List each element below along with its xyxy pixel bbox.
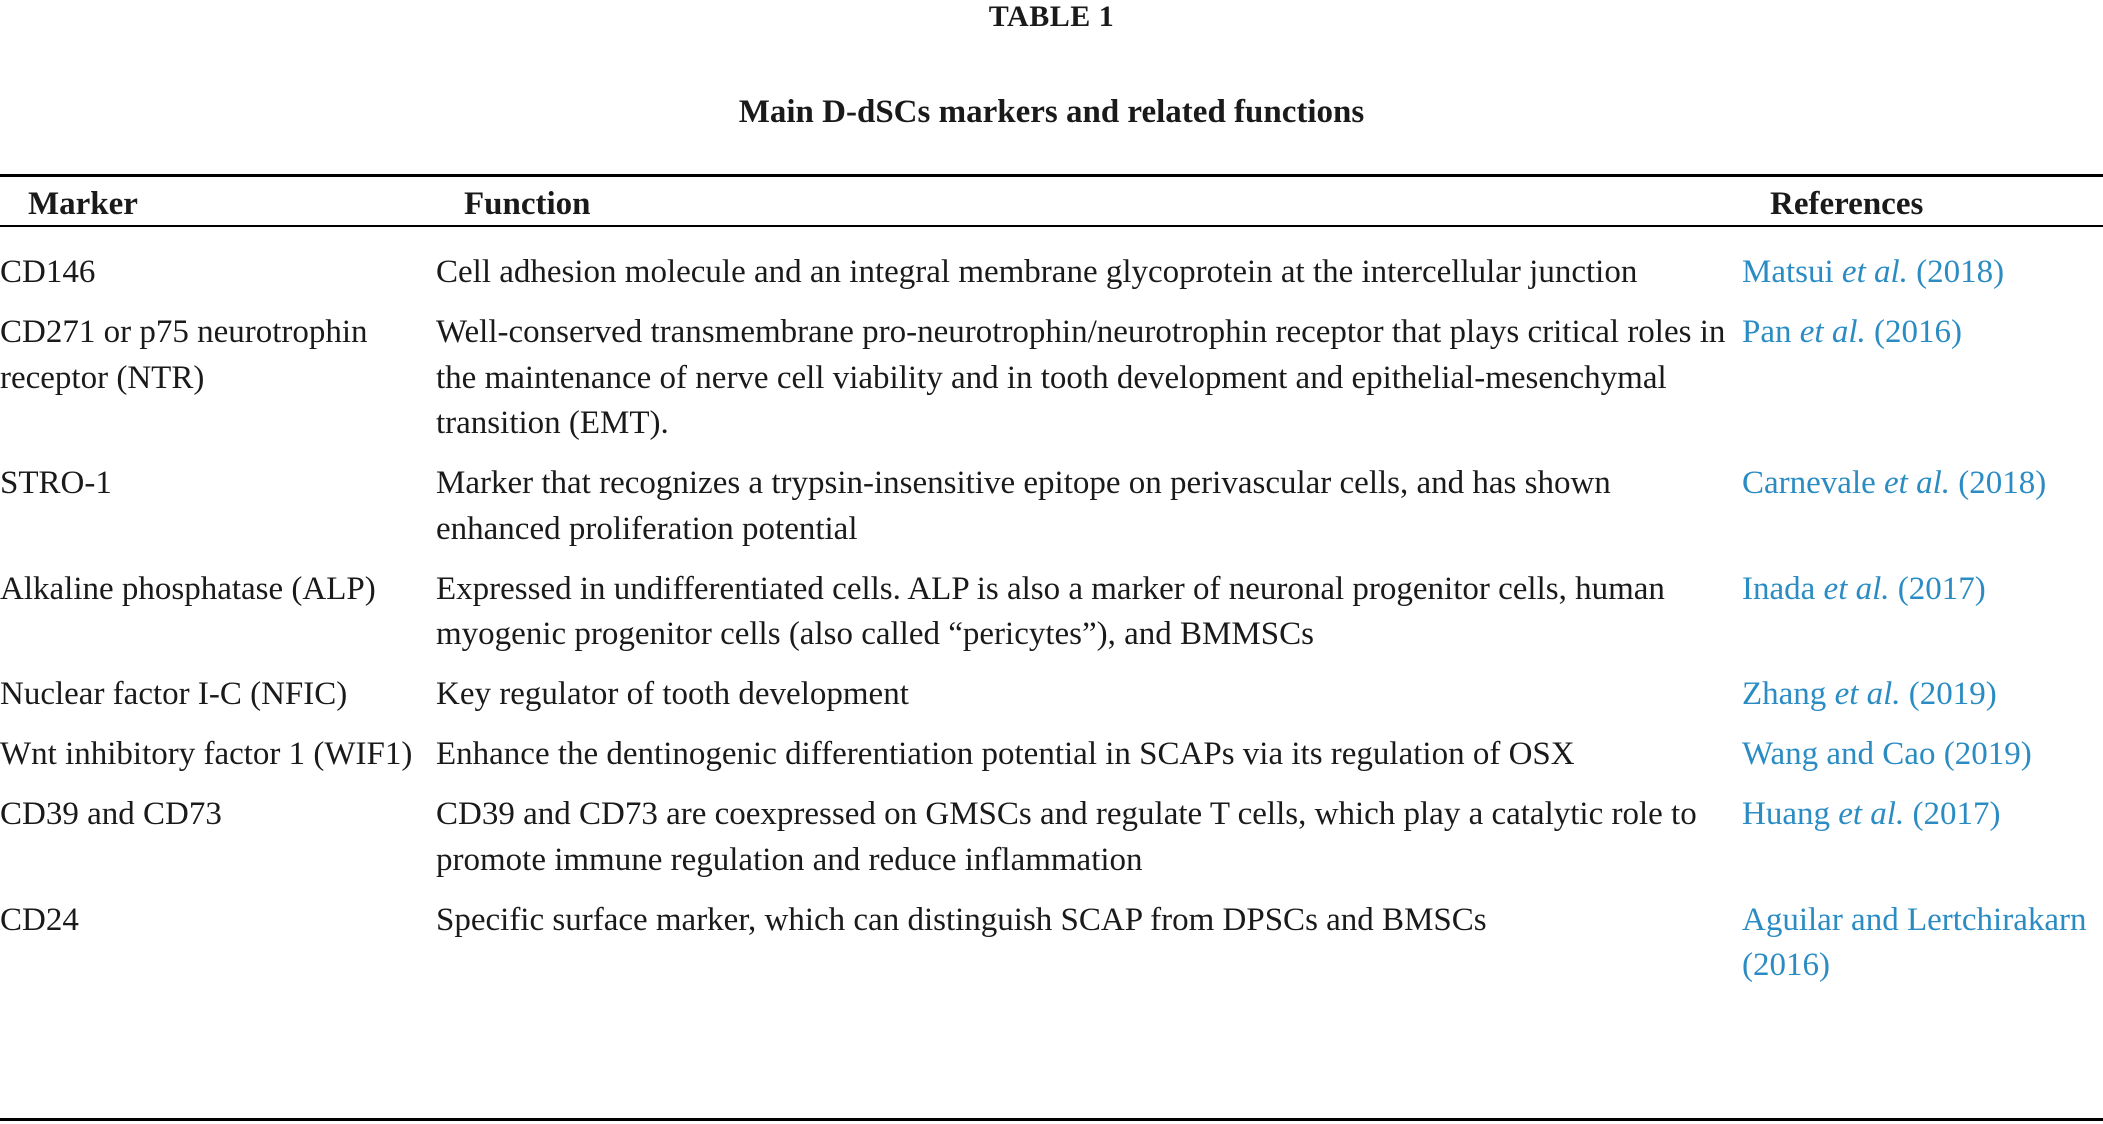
table-bottom-rule [0, 1118, 2103, 1121]
table-row [0, 310, 2103, 461]
ref-author: Zhang [1742, 676, 1827, 712]
function-cell: Marker that recognizes a trypsin-insensitive epitope on perivascular cells, and has shown enhanced proliferation potential [436, 465, 1611, 547]
ref-year: (2018) [1916, 254, 2005, 290]
ref-etal: et al. [1834, 676, 1901, 712]
table-row [0, 732, 2103, 792]
table-row [0, 567, 2103, 673]
header-references: References [1770, 186, 1924, 222]
marker-cell: CD39 and CD73 [0, 796, 222, 832]
function-cell: Expressed in undifferentiated cells. ALP is also a marker of neuronal progenitor cells, human myogenic progenitor cells (also called “pericytes”), and BMMSCs [436, 570, 1665, 652]
ref-year: (2019) [1908, 676, 1997, 712]
table-row [0, 672, 2103, 732]
reference-link[interactable] [1742, 250, 2103, 310]
ref-author: Matsui [1742, 254, 1834, 290]
marker-cell: CD24 [0, 901, 79, 938]
ref-author: Carnevale [1742, 465, 1876, 501]
marker-cell: Alkaline phosphatase (ALP) [0, 570, 376, 607]
marker-cell: Nuclear factor I-C (NFIC) [0, 676, 348, 712]
reference-link[interactable] [1742, 898, 2103, 1004]
ref-year: (2019) [1943, 736, 2032, 772]
function-cell: CD39 and CD73 are coexpressed on GMSCs and regulate T cells, which play a catalytic role to promote immune regulation and reduce inflammation [436, 796, 1697, 878]
ref-author: Huang [1742, 796, 1830, 832]
header-marker: Marker [28, 186, 138, 222]
ref-year: (2018) [1958, 465, 2047, 501]
table-row [0, 792, 2103, 898]
header-function: Function [464, 186, 591, 222]
table-header-rule [0, 225, 2103, 227]
reference-link[interactable] [1742, 792, 2103, 898]
table-top-rule [0, 174, 2103, 177]
marker-cell: Wnt inhibitory factor 1 (WIF1) [0, 736, 413, 772]
ref-etal: et al. [1841, 254, 1908, 290]
ref-etal: et al. [1838, 796, 1905, 832]
ref-etal: et al. [1884, 465, 1950, 501]
ref-year: (2016) [1873, 314, 1962, 350]
function-cell: Cell adhesion molecule and an integral membrane glycoprotein at the intercellular junction [436, 254, 1638, 290]
function-cell: Enhance the dentinogenic differentiation potential in SCAPs via its regulation of OSX [436, 736, 1575, 772]
ref-etal: et al. [1823, 570, 1890, 607]
ref-author: Pan [1742, 314, 1792, 350]
table-title: Main D-dSCs markers and related functions [738, 94, 1365, 130]
table-row [0, 898, 2103, 1004]
table-row [0, 461, 2103, 567]
ref-author: Wang and Cao [1742, 736, 1936, 772]
ref-author: Aguilar and Lertchirakarn [1742, 901, 2087, 938]
function-cell: Specific surface marker, which can distinguish SCAP from DPSCs and BMSCs [436, 901, 1487, 938]
ref-year: (2016) [1742, 947, 1830, 983]
reference-link[interactable] [1742, 461, 2103, 567]
table-label: TABLE 1 [988, 0, 1115, 33]
ref-etal: et al. [1799, 314, 1866, 350]
table-body [0, 250, 2103, 1003]
reference-link[interactable] [1742, 672, 2103, 732]
ref-year: (2017) [1912, 796, 2001, 832]
marker-cell: STRO-1 [0, 465, 112, 501]
ref-author: Inada [1742, 570, 1816, 607]
reference-link[interactable] [1742, 567, 2103, 673]
reference-link[interactable] [1742, 310, 2103, 461]
function-cell: Well-conserved transmembrane pro-neurotrophin/neurotrophin receptor that plays critical roles in the maintenance of nerve cell viability and in tooth development and epithelial-mesenchymal transition (EMT). [436, 314, 1726, 441]
table-row [0, 250, 2103, 310]
marker-cell: CD271 or p75 neurotrophin receptor (NTR) [0, 314, 368, 396]
ref-year: (2017) [1897, 570, 1986, 607]
reference-link[interactable] [1742, 732, 2103, 792]
marker-cell: CD146 [0, 254, 96, 290]
function-cell: Key regulator of tooth development [436, 676, 909, 712]
